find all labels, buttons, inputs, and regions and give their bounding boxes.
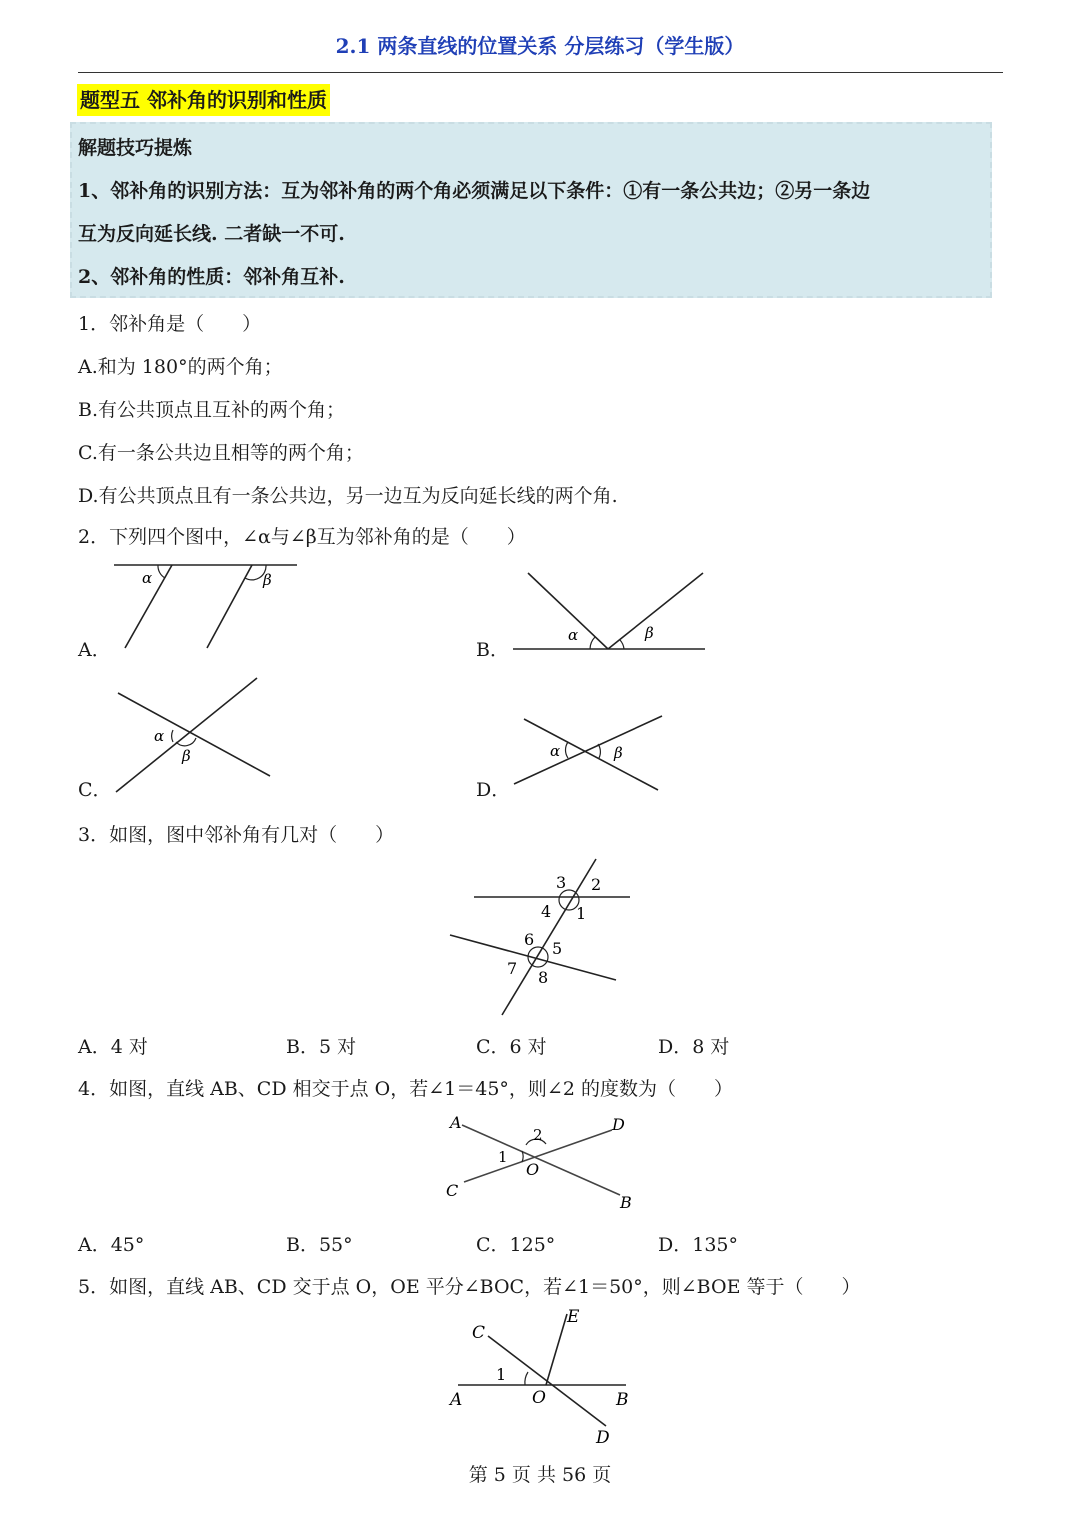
q2-figure-b bbox=[510, 568, 710, 656]
q3-figure bbox=[446, 855, 636, 1020]
q4-point-o: O bbox=[526, 1160, 540, 1179]
q2d-beta: β bbox=[614, 744, 623, 762]
q2a-alpha: α bbox=[142, 569, 153, 587]
q2-figure-c bbox=[110, 676, 275, 796]
q5-point-c: C bbox=[472, 1323, 486, 1343]
q4-option-c: C．125° bbox=[476, 1234, 556, 1256]
q4-figure bbox=[440, 1110, 640, 1215]
q5-point-o: O bbox=[532, 1388, 546, 1408]
q4-point-b: B bbox=[620, 1193, 632, 1212]
q3-angle-1: 1 bbox=[576, 904, 587, 923]
header-divider bbox=[78, 72, 1003, 73]
q4-point-c: C bbox=[446, 1181, 459, 1200]
tips-line-2: 互为反向延长线. 二者缺一不可. bbox=[78, 223, 345, 245]
q2-label-c: C． bbox=[78, 779, 112, 801]
section-heading: 题型五 邻补角的识别和性质 bbox=[77, 84, 330, 116]
q3-angle-8: 8 bbox=[538, 968, 549, 987]
q4-angle-2: 2 bbox=[533, 1126, 543, 1144]
tips-heading: 解题技巧提炼 bbox=[78, 137, 193, 159]
q3-angle-2: 2 bbox=[591, 875, 602, 894]
q4-point-a: A bbox=[450, 1113, 462, 1132]
q3-option-d: D．8 对 bbox=[658, 1036, 730, 1058]
q4-angle-1: 1 bbox=[498, 1148, 508, 1166]
q5-figure bbox=[440, 1302, 640, 1450]
q1-option-b: B.有公共顶点且互补的两个角； bbox=[78, 399, 346, 421]
q5-point-a: A bbox=[450, 1390, 463, 1410]
q3-option-a: A．4 对 bbox=[78, 1036, 148, 1058]
q4-option-a: A．45° bbox=[78, 1234, 145, 1256]
q2c-beta: β bbox=[182, 747, 191, 765]
q4-stem: 4．如图，直线 AB、CD 相交于点 O，若∠1＝45°，则∠2 的度数为（ ） bbox=[78, 1078, 733, 1100]
q2-label-b: B． bbox=[476, 639, 509, 661]
q4-option-b: B．55° bbox=[286, 1234, 353, 1256]
q1-option-c: C.有一条公共边且相等的两个角； bbox=[78, 442, 364, 464]
q4-option-d: D．135° bbox=[658, 1234, 738, 1256]
q2-label-a: A． bbox=[78, 639, 111, 661]
tips-line-3: 2、邻补角的性质：邻补角互补. bbox=[78, 266, 345, 288]
page-number: 第 5 页 共 56 页 bbox=[468, 1464, 612, 1486]
q5-point-b: B bbox=[616, 1390, 629, 1410]
q2-figure-d bbox=[510, 710, 670, 798]
q3-option-b: B．5 对 bbox=[286, 1036, 357, 1058]
q2b-beta: β bbox=[645, 624, 654, 642]
page-title: 2.1 两条直线的位置关系 分层练习（学生版） bbox=[335, 34, 745, 58]
q5-stem: 5．如图，直线 AB、CD 交于点 O，OE 平分∠BOC，若∠1＝50°，则∠BOE 等于（ ） bbox=[78, 1276, 861, 1298]
q3-angle-6: 6 bbox=[524, 930, 535, 949]
q4-point-d: D bbox=[612, 1115, 625, 1134]
q2a-beta: β bbox=[263, 571, 272, 589]
q3-angle-3: 3 bbox=[556, 873, 567, 892]
q3-angle-7: 7 bbox=[507, 959, 518, 978]
tips-line-1: 1、邻补角的识别方法：互为邻补角的两个角必须满足以下条件：①有一条公共边；②另一条边 bbox=[78, 180, 871, 202]
q2-stem: 2．下列四个图中，∠α与∠β互为邻补角的是（ ） bbox=[78, 526, 526, 548]
q2d-alpha: α bbox=[550, 742, 561, 760]
q3-angle-5: 5 bbox=[552, 939, 563, 958]
q2c-alpha: α bbox=[154, 727, 165, 745]
q2-label-d: D． bbox=[476, 779, 511, 801]
q3-stem: 3．如图，图中邻补角有几对（ ） bbox=[78, 824, 395, 846]
q3-option-c: C．6 对 bbox=[476, 1036, 547, 1058]
q1-option-a: A.和为 180°的两个角； bbox=[78, 356, 283, 378]
q5-point-e: E bbox=[567, 1307, 580, 1327]
q3-angle-4: 4 bbox=[541, 902, 552, 921]
q2b-alpha: α bbox=[568, 626, 579, 644]
q1-option-d: D.有公共顶点且有一条公共边，另一边互为反向延长线的两个角. bbox=[78, 485, 618, 507]
q5-point-d: D bbox=[596, 1428, 610, 1448]
q5-angle-1: 1 bbox=[496, 1365, 507, 1384]
q1-stem: 1．邻补角是（ ） bbox=[78, 313, 262, 335]
q2-figure-a bbox=[110, 558, 300, 653]
